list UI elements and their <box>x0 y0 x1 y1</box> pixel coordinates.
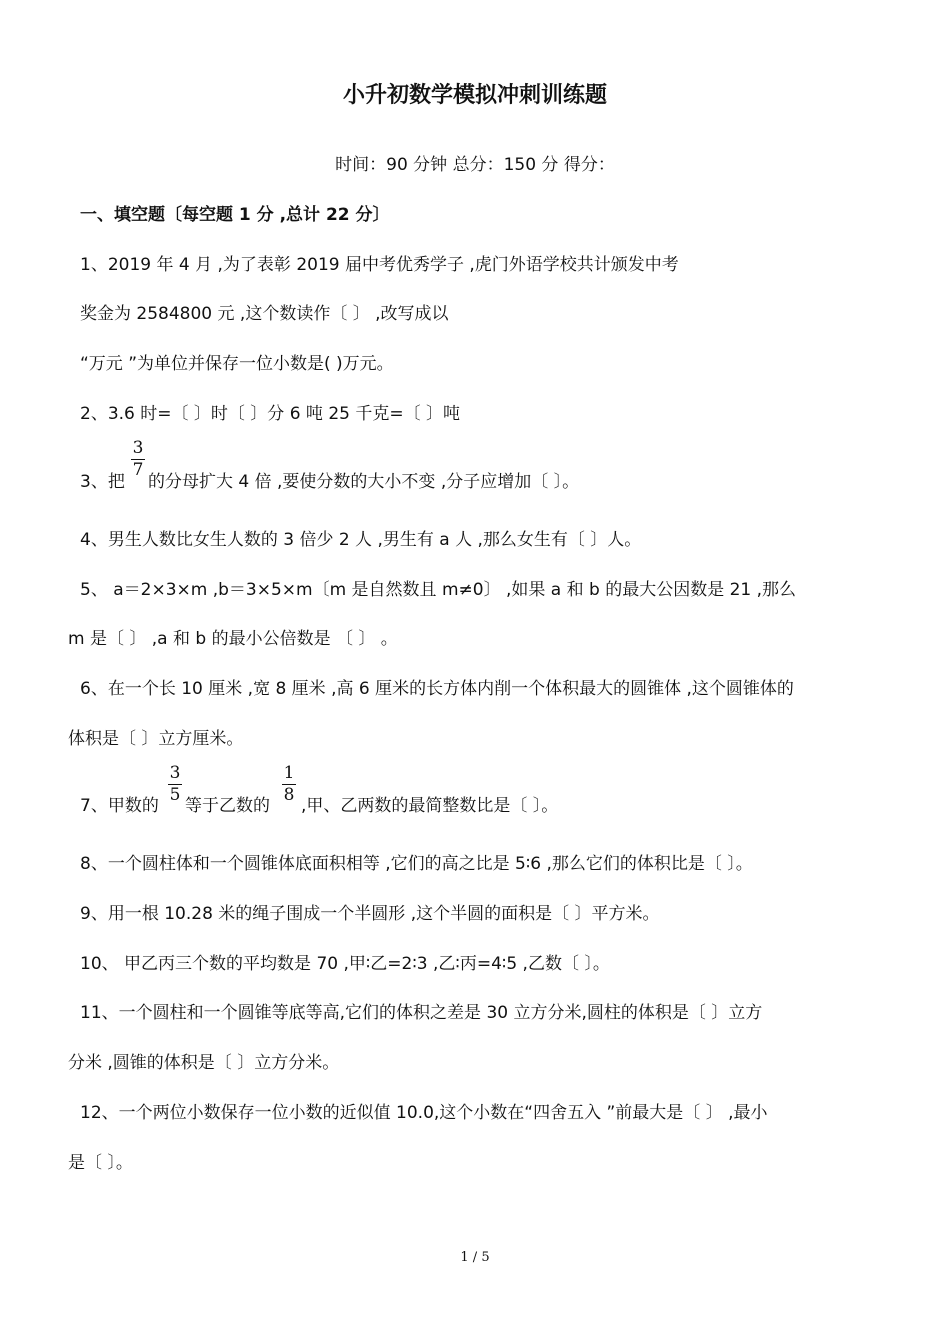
fraction-denominator: 8 <box>283 785 295 805</box>
fraction-numerator: 3 <box>132 438 144 458</box>
page-number: 1 / 5 <box>460 1250 490 1265</box>
fraction-3-5 <box>167 763 183 805</box>
exam-meta: 时间：90 分钟 总分：150 分 得分： <box>335 155 615 175</box>
page-title: 小升初数学模拟冲刺训练题 <box>342 83 607 108</box>
question-3-prefix: 3、把 <box>80 472 125 492</box>
question-4: 4、男生人数比女生人数的 3 倍少 2 人 ,男生有 a 人 ,那么女生有〔 〕人。 <box>80 530 642 550</box>
fraction-3-7 <box>130 438 146 480</box>
section-heading: 一、填空题〔每空题 1 分 ,总计 22 分〕 <box>80 205 390 225</box>
question-7-text: ,甲、乙两数的最简整数比是〔 〕。 <box>301 796 559 816</box>
fraction-denominator: 5 <box>169 785 181 805</box>
question-7-prefix: 7、甲数的 <box>80 796 159 816</box>
question-2: 2、3.6 时=〔 〕时〔 〕分 6 吨 25 千克=〔 〕吨 <box>80 404 461 424</box>
question-5-line-1: 5、 a＝2×3×m ,b＝3×5×m〔m 是自然数且 m≠0〕 ,如果 a 和 b 的最大公因数是 21 ,那么 <box>80 580 797 600</box>
question-6-line-1: 6、在一个长 10 厘米 ,宽 8 厘米 ,高 6 厘米的长方体内削一个体积最大的圆锥体 ,这个圆锥体的 <box>80 679 794 699</box>
question-9: 9、用一根 10.28 米的绳子围成一个半圆形 ,这个半圆的面积是〔 〕平方米。 <box>80 904 660 924</box>
fraction-denominator: 7 <box>132 460 144 480</box>
fraction-numerator: 1 <box>283 763 295 783</box>
question-1-line-1: 1、2019 年 4 月 ,为了表彰 2019 届中考优秀学子 ,虎门外语学校共计颁发中考 <box>80 255 679 275</box>
question-5-line-2: m 是〔 〕 ,a 和 b 的最小公倍数是 〔 〕 。 <box>68 629 398 649</box>
question-11-line-2: 分米 ,圆锥的体积是〔 〕立方分米。 <box>68 1053 340 1073</box>
question-10: 10、 甲乙丙三个数的平均数是 70 ,甲∶乙=2∶3 ,乙∶丙=4∶5 ,乙数〔 〕。 <box>80 954 610 974</box>
fraction-1-8 <box>281 763 297 805</box>
question-1-line-3: “万元 ”为单位并保存一位小数是( )万元。 <box>80 354 394 374</box>
question-6-line-2: 体积是〔 〕立方厘米。 <box>68 729 244 749</box>
question-1-line-2: 奖金为 2584800 元 ,这个数读作〔 〕 ,改写成以 <box>80 304 449 324</box>
question-7-middle: 等于乙数的 <box>185 796 270 816</box>
question-3-text: 的分母扩大 4 倍 ,要使分数的大小不变 ,分子应增加〔 〕。 <box>148 472 580 492</box>
fraction-numerator: 3 <box>169 763 181 783</box>
question-11-line-1: 11、一个圆柱和一个圆锥等底等高,它们的体积之差是 30 立方分米,圆柱的体积是〔 〕立方 <box>80 1003 763 1023</box>
question-12-line-2: 是〔 〕。 <box>68 1153 133 1173</box>
question-8: 8、一个圆柱体和一个圆锥体底面积相等 ,它们的高之比是 5∶6 ,那么它们的体积比是〔 〕。 <box>80 854 753 874</box>
question-12-line-1: 12、一个两位小数保存一位小数的近似值 10.0,这个小数在“四舍五入 ”前最大是〔 〕 ,最小 <box>80 1103 768 1123</box>
